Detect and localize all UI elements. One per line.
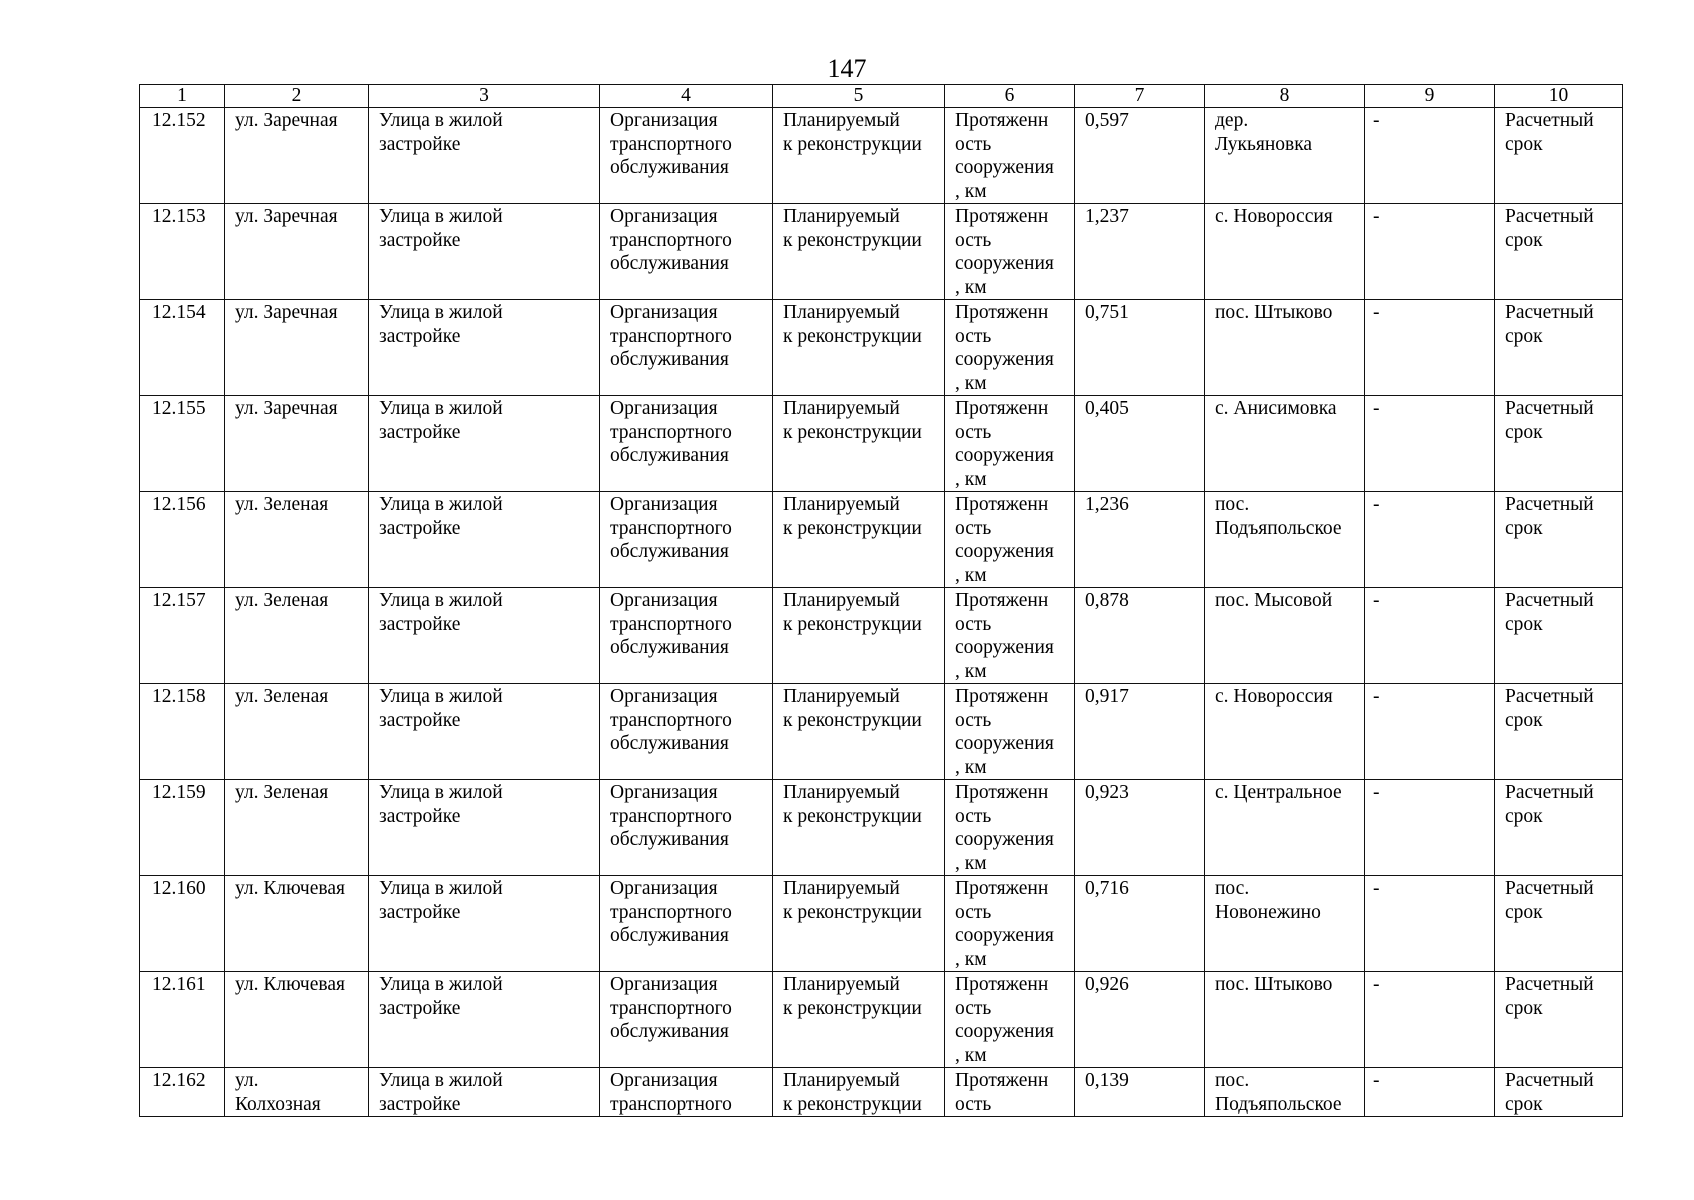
cell-text: ул. Зеленая [235, 686, 329, 707]
street-name-cell [225, 588, 369, 684]
column-9-cell [1365, 300, 1495, 396]
street-name-cell [225, 204, 369, 300]
table-body [140, 108, 1623, 1117]
cell-text: - [1373, 686, 1380, 707]
cell-text: дер. Лукьяновка [1215, 110, 1313, 155]
cell-text: Планируемый к реконструкции [783, 974, 922, 1019]
street-name-cell [225, 972, 369, 1068]
cell-text: Улица в жилой застройке [379, 686, 503, 731]
cell-text: пос. Штыково [1215, 974, 1333, 995]
cell-text: ул. Ключевая [235, 974, 345, 995]
purpose-cell [600, 972, 773, 1068]
table-row [140, 1068, 1623, 1117]
purpose-cell [600, 300, 773, 396]
object-type-cell [369, 780, 600, 876]
page-number: 147 [827, 54, 867, 83]
cell-text: Протяженн ость сооружения , км [955, 590, 1054, 682]
cell-text: 0,926 [1085, 974, 1129, 995]
cell-text: - [1373, 1070, 1380, 1091]
cell-text: Организация транспортного обслуживания [610, 878, 732, 946]
cell-text: Планируемый к реконструкции [783, 782, 922, 827]
column-header: 10 [1495, 85, 1623, 108]
object-id-cell [140, 1068, 225, 1117]
column-header: 5 [773, 85, 945, 108]
length-value-cell [1075, 588, 1205, 684]
metric-cell [945, 1068, 1075, 1117]
term-cell [1495, 684, 1623, 780]
cell-text: 0,139 [1085, 1070, 1129, 1091]
street-name-cell [225, 876, 369, 972]
cell-text: 1,237 [1085, 206, 1129, 227]
location-cell [1205, 588, 1365, 684]
length-value-cell [1075, 300, 1205, 396]
column-header: 3 [369, 85, 600, 108]
cell-text: Улица в жилой застройке [379, 110, 503, 155]
purpose-cell [600, 588, 773, 684]
column-header: 9 [1365, 85, 1495, 108]
length-value-cell [1075, 396, 1205, 492]
object-type-cell [369, 876, 600, 972]
cell-text: Протяженн ость [955, 1070, 1049, 1115]
length-value-cell [1075, 780, 1205, 876]
object-type-cell [369, 684, 600, 780]
cell-text: 12.159 [152, 782, 206, 803]
cell-text: Протяженн ость сооружения , км [955, 206, 1054, 298]
cell-text: Планируемый к реконструкции [783, 302, 922, 347]
column-header: 6 [945, 85, 1075, 108]
cell-text: ул. Заречная [235, 302, 338, 323]
metric-cell [945, 780, 1075, 876]
street-name-cell [225, 300, 369, 396]
cell-text: - [1373, 974, 1380, 995]
location-cell [1205, 300, 1365, 396]
cell-text: Расчетный срок [1505, 1070, 1594, 1115]
cell-text: - [1373, 398, 1380, 419]
cell-text: 12.161 [152, 974, 206, 995]
cell-text: пос. Подъяпольское [1215, 494, 1342, 539]
cell-text: Расчетный срок [1505, 110, 1594, 155]
table-row [140, 492, 1623, 588]
cell-text: Расчетный срок [1505, 782, 1594, 827]
cell-text: Организация транспортного обслуживания [610, 494, 732, 562]
cell-text: Планируемый к реконструкции [783, 686, 922, 731]
object-type-cell [369, 396, 600, 492]
metric-cell [945, 588, 1075, 684]
cell-text: ул. Ключевая [235, 878, 345, 899]
column-9-cell [1365, 1068, 1495, 1117]
object-type-cell [369, 588, 600, 684]
cell-text: 0,923 [1085, 782, 1129, 803]
column-9-cell [1365, 204, 1495, 300]
column-9-cell [1365, 492, 1495, 588]
cell-text: Расчетный срок [1505, 302, 1594, 347]
cell-text: Расчетный срок [1505, 494, 1594, 539]
column-9-cell [1365, 684, 1495, 780]
cell-text: Протяженн ость сооружения , км [955, 878, 1054, 970]
cell-text: ул. Зеленая [235, 494, 329, 515]
status-cell [773, 972, 945, 1068]
cell-text: Протяженн ость сооружения , км [955, 782, 1054, 874]
location-cell [1205, 876, 1365, 972]
metric-cell [945, 492, 1075, 588]
purpose-cell [600, 396, 773, 492]
cell-text: 12.153 [152, 206, 206, 227]
cell-text: Расчетный срок [1505, 206, 1594, 251]
cell-text: Организация транспортного обслуживания [610, 686, 732, 754]
object-type-cell [369, 108, 600, 204]
metric-cell [945, 684, 1075, 780]
cell-text: Организация транспортного [610, 1070, 732, 1115]
object-type-cell [369, 204, 600, 300]
column-9-cell [1365, 972, 1495, 1068]
term-cell [1495, 396, 1623, 492]
cell-text: 0,917 [1085, 686, 1129, 707]
term-cell [1495, 300, 1623, 396]
table-row [140, 300, 1623, 396]
status-cell [773, 780, 945, 876]
metric-cell [945, 396, 1075, 492]
cell-text: Расчетный срок [1505, 590, 1594, 635]
purpose-cell [600, 108, 773, 204]
cell-text: Улица в жилой застройке [379, 878, 503, 923]
column-header: 2 [225, 85, 369, 108]
term-cell [1495, 588, 1623, 684]
cell-text: Протяженн ость сооружения , км [955, 302, 1054, 394]
term-cell [1495, 780, 1623, 876]
object-id-cell [140, 684, 225, 780]
cell-text: Протяженн ость сооружения , км [955, 110, 1054, 202]
location-cell [1205, 492, 1365, 588]
column-9-cell [1365, 780, 1495, 876]
cell-text: - [1373, 494, 1380, 515]
object-id-cell [140, 780, 225, 876]
cell-text: Улица в жилой застройке [379, 302, 503, 347]
column-9-cell [1365, 876, 1495, 972]
cell-text: - [1373, 590, 1380, 611]
cell-text: Расчетный срок [1505, 974, 1594, 1019]
cell-text: 12.162 [152, 1070, 206, 1091]
object-id-cell [140, 876, 225, 972]
status-cell [773, 108, 945, 204]
term-cell [1495, 108, 1623, 204]
cell-text: Планируемый к реконструкции [783, 878, 922, 923]
table-row [140, 876, 1623, 972]
object-id-cell [140, 396, 225, 492]
term-cell [1495, 492, 1623, 588]
location-cell [1205, 108, 1365, 204]
metric-cell [945, 300, 1075, 396]
location-cell [1205, 684, 1365, 780]
cell-text: Расчетный срок [1505, 398, 1594, 443]
status-cell [773, 396, 945, 492]
street-name-cell [225, 396, 369, 492]
cell-text: Планируемый к реконструкции [783, 398, 922, 443]
term-cell [1495, 1068, 1623, 1117]
cell-text: ул. Заречная [235, 206, 338, 227]
cell-text: Протяженн ость сооружения , км [955, 974, 1054, 1066]
cell-text: Организация транспортного обслуживания [610, 398, 732, 466]
cell-text: - [1373, 206, 1380, 227]
cell-text: 12.156 [152, 494, 206, 515]
cell-text: с. Центральное [1215, 782, 1342, 803]
length-value-cell [1075, 1068, 1205, 1117]
location-cell [1205, 972, 1365, 1068]
object-type-cell [369, 1068, 600, 1117]
table-row [140, 204, 1623, 300]
object-type-cell [369, 300, 600, 396]
cell-text: ул. Заречная [235, 110, 338, 131]
cell-text: 12.152 [152, 110, 206, 131]
cell-text: Улица в жилой застройке [379, 782, 503, 827]
status-cell [773, 588, 945, 684]
length-value-cell [1075, 876, 1205, 972]
column-header: 4 [600, 85, 773, 108]
cell-text: 12.155 [152, 398, 206, 419]
metric-cell [945, 876, 1075, 972]
purpose-cell [600, 684, 773, 780]
cell-text: Организация транспортного обслуживания [610, 974, 732, 1042]
term-cell [1495, 204, 1623, 300]
cell-text: Организация транспортного обслуживания [610, 206, 732, 274]
cell-text: Организация транспортного обслуживания [610, 110, 732, 178]
cell-text: 1,236 [1085, 494, 1129, 515]
cell-text: Организация транспортного обслуживания [610, 302, 732, 370]
cell-text: Протяженн ость сооружения , км [955, 398, 1054, 490]
header-row [140, 85, 1623, 108]
cell-text: пос. Новонежино [1215, 878, 1321, 923]
length-value-cell [1075, 108, 1205, 204]
column-header: 8 [1205, 85, 1365, 108]
location-cell [1205, 780, 1365, 876]
cell-text: - [1373, 878, 1380, 899]
status-cell [773, 876, 945, 972]
street-name-cell [225, 1068, 369, 1117]
length-value-cell [1075, 684, 1205, 780]
purpose-cell [600, 780, 773, 876]
purpose-cell [600, 876, 773, 972]
table-row [140, 396, 1623, 492]
cell-text: Планируемый к реконструкции [783, 1070, 922, 1115]
cell-text: Протяженн ость сооружения , км [955, 686, 1054, 778]
metric-cell [945, 108, 1075, 204]
length-value-cell [1075, 204, 1205, 300]
cell-text: Планируемый к реконструкции [783, 590, 922, 635]
location-cell [1205, 204, 1365, 300]
purpose-cell [600, 204, 773, 300]
cell-text: Улица в жилой застройке [379, 590, 503, 635]
column-9-cell [1365, 588, 1495, 684]
cell-text: Организация транспортного обслуживания [610, 782, 732, 850]
purpose-cell [600, 492, 773, 588]
cell-text: Планируемый к реконструкции [783, 494, 922, 539]
cell-text: Протяженн ость сооружения , км [955, 494, 1054, 586]
cell-text: - [1373, 110, 1380, 131]
cell-text: 0,405 [1085, 398, 1129, 419]
column-header: 7 [1075, 85, 1205, 108]
table-row [140, 588, 1623, 684]
cell-text: ул. Колхозная [235, 1070, 321, 1115]
cell-text: Расчетный срок [1505, 686, 1594, 731]
object-type-cell [369, 972, 600, 1068]
cell-text: Улица в жилой застройке [379, 974, 503, 1019]
purpose-cell [600, 1068, 773, 1117]
cell-text: 0,751 [1085, 302, 1129, 323]
cell-text: Планируемый к реконструкции [783, 206, 922, 251]
table-row [140, 972, 1623, 1068]
location-cell [1205, 396, 1365, 492]
cell-text: с. Новороссия [1215, 206, 1333, 227]
cell-text: с. Новороссия [1215, 686, 1333, 707]
cell-text: 12.154 [152, 302, 206, 323]
length-value-cell [1075, 972, 1205, 1068]
object-id-cell [140, 300, 225, 396]
cell-text: Улица в жилой застройке [379, 398, 503, 443]
object-id-cell [140, 492, 225, 588]
street-name-cell [225, 684, 369, 780]
cell-text: 0,878 [1085, 590, 1129, 611]
street-name-cell [225, 492, 369, 588]
cell-text: 12.158 [152, 686, 206, 707]
cell-text: 0,597 [1085, 110, 1129, 131]
metric-cell [945, 972, 1075, 1068]
cell-text: ул. Заречная [235, 398, 338, 419]
column-9-cell [1365, 396, 1495, 492]
cell-text: Планируемый к реконструкции [783, 110, 922, 155]
length-value-cell [1075, 492, 1205, 588]
status-cell [773, 300, 945, 396]
cell-text: с. Анисимовка [1215, 398, 1337, 419]
cell-text: 12.157 [152, 590, 206, 611]
cell-text: пос. Штыково [1215, 302, 1333, 323]
cell-text: 12.160 [152, 878, 206, 899]
table-row [140, 684, 1623, 780]
location-cell [1205, 1068, 1365, 1117]
table-row [140, 780, 1623, 876]
metric-cell [945, 204, 1075, 300]
street-name-cell [225, 780, 369, 876]
status-cell [773, 204, 945, 300]
cell-text: Улица в жилой застройке [379, 494, 503, 539]
cell-text: Расчетный срок [1505, 878, 1594, 923]
object-id-cell [140, 204, 225, 300]
object-id-cell [140, 972, 225, 1068]
cell-text: Улица в жилой застройке [379, 206, 503, 251]
object-id-cell [140, 108, 225, 204]
status-cell [773, 1068, 945, 1117]
street-name-cell [225, 108, 369, 204]
status-cell [773, 492, 945, 588]
cell-text: Организация транспортного обслуживания [610, 590, 732, 658]
object-id-cell [140, 588, 225, 684]
status-cell [773, 684, 945, 780]
cell-text: 0,716 [1085, 878, 1129, 899]
cell-text: Улица в жилой застройке [379, 1070, 503, 1115]
column-9-cell [1365, 108, 1495, 204]
term-cell [1495, 876, 1623, 972]
term-cell [1495, 972, 1623, 1068]
cell-text: - [1373, 782, 1380, 803]
cell-text: - [1373, 302, 1380, 323]
object-type-cell [369, 492, 600, 588]
table-row [140, 108, 1623, 204]
cell-text: ул. Зеленая [235, 590, 329, 611]
cell-text: пос. Мысовой [1215, 590, 1333, 611]
cell-text: ул. Зеленая [235, 782, 329, 803]
cell-text: пос. Подъяпольское [1215, 1070, 1342, 1115]
column-header: 1 [140, 85, 225, 108]
planning-table [139, 84, 1623, 1117]
